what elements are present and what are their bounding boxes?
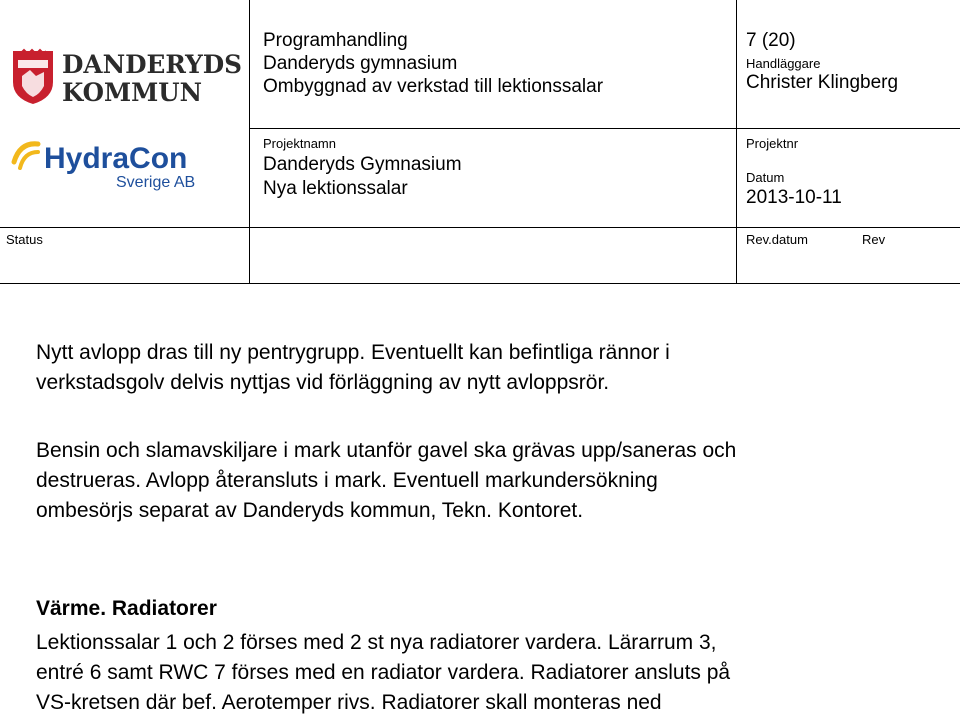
text-line: Bensin och slamavskiljare i mark utanför gavel ska grävas upp/saneras och <box>36 439 737 462</box>
section-heading: Värme. Radiatorer <box>36 597 217 620</box>
projektnamn-line: Danderyds Gymnasium <box>263 154 462 175</box>
header-divider <box>0 283 960 284</box>
projektnamn-label: Projektnamn <box>263 136 336 151</box>
header-divider <box>736 0 737 284</box>
hydracon-sub: Sverige AB <box>116 174 196 191</box>
revdatum-label: Rev.datum <box>746 232 808 247</box>
document-title <box>263 29 733 98</box>
title-line: Ombyggnad av verkstad till lektionssalar <box>263 76 604 97</box>
text-line: destrueras. Avlopp återansluts i mark. Eventuell markundersökning <box>36 469 658 492</box>
datum-value: 2013-10-11 <box>746 187 842 208</box>
hydracon-name-b: Con <box>129 142 188 175</box>
title-line: Danderyds gymnasium <box>263 53 458 74</box>
projektnr-label: Projektnr <box>746 136 799 151</box>
document-header <box>0 0 960 284</box>
status-label: Status <box>6 232 43 247</box>
datum-label: Datum <box>746 170 785 185</box>
header-divider <box>249 128 960 129</box>
text-line: Nytt avlopp dras till ny pentrygrupp. Eventuellt kan befintliga rännor i <box>36 341 670 364</box>
paragraph-radiatorer <box>36 628 936 718</box>
hydracon-logo <box>10 134 230 194</box>
title-line: Programhandling <box>263 30 408 51</box>
handlaggare-label: Handläggare <box>746 56 821 71</box>
paragraph-bensin <box>36 436 936 526</box>
text-line: Lektionssalar 1 och 2 förses med 2 st nya radiatorer vardera. Lärarrum 3, <box>36 631 717 654</box>
text-line: entré 6 samt RWC 7 förses med en radiator vardera. Radiatorer ansluts på <box>36 661 731 684</box>
header-divider <box>249 0 250 284</box>
text-line: VS-kretsen där bef. Aerotemper rivs. Radiatorer skall monteras ned <box>36 691 662 714</box>
paragraph-avlopp <box>36 338 936 398</box>
danderyd-logo-line2: KOMMUN <box>62 78 202 106</box>
danderyds-kommun-logo <box>10 46 246 106</box>
hydracon-name-a: Hydra <box>44 142 130 175</box>
header-divider <box>0 227 960 228</box>
danderyd-logo-line1: DANDERYDS <box>62 50 242 79</box>
text-line: ombesörjs separat av Danderyds kommun, Tekn. Kontoret. <box>36 499 584 522</box>
rev-label: Rev <box>862 232 886 247</box>
projektnamn-line: Nya lektionssalar <box>263 178 408 199</box>
text-line: verkstadsgolv delvis nyttjas vid förläggning av nytt avloppsrör. <box>36 371 610 394</box>
handlaggare-value: Christer Klingberg <box>746 72 899 93</box>
svg-text:HydraCon <box>44 142 187 175</box>
page-number: 7 (20) <box>746 30 796 51</box>
